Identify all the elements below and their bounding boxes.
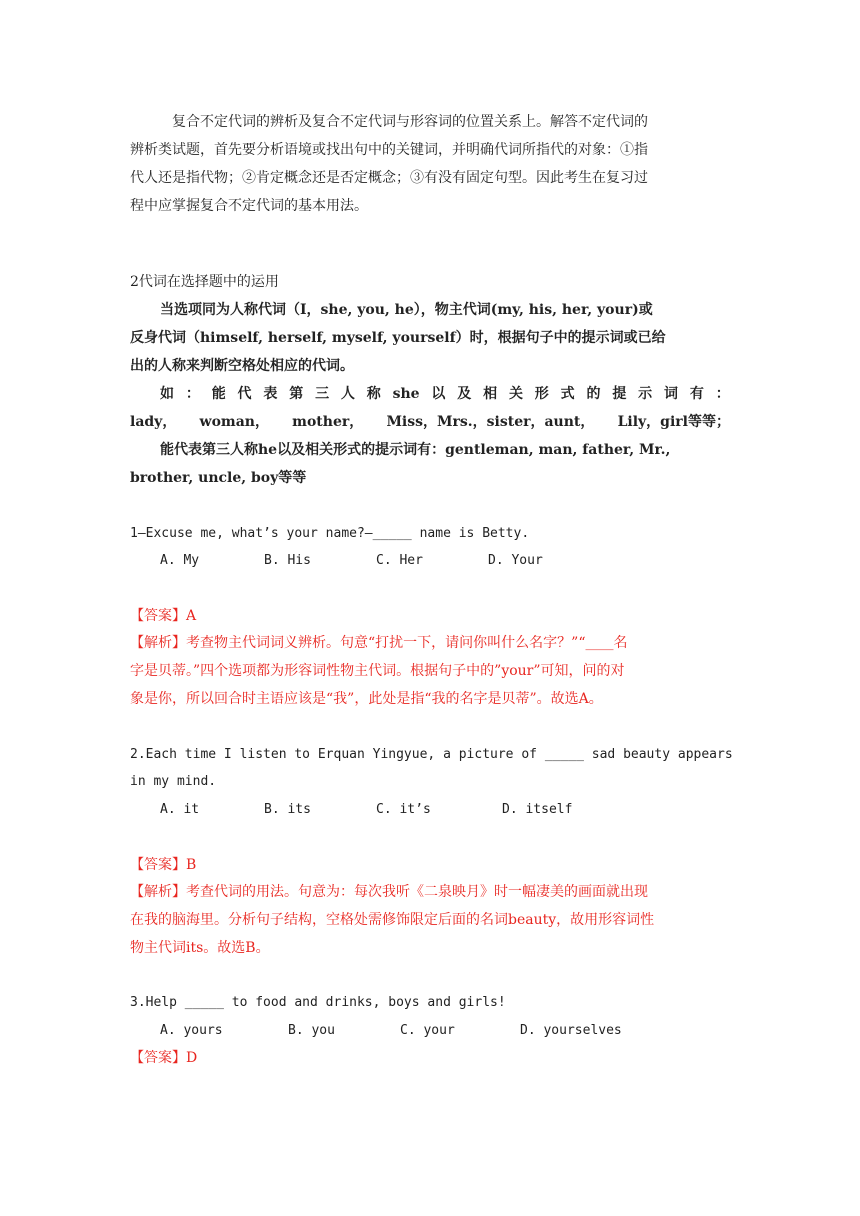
word: Lily，girl等等； — [617, 414, 730, 430]
word: 有 — [689, 386, 704, 402]
word: lady， — [130, 414, 177, 430]
question-1-answer: 【答案】A — [130, 608, 197, 624]
word: 如 — [160, 386, 174, 402]
option-c: C. Her — [376, 553, 423, 568]
option-b: B. its — [264, 802, 311, 817]
intro-line-3: 代人还是指代物；②肯定概念还是否定概念；③有没有固定句型。因此考生在复习过 — [130, 170, 648, 186]
option-a: A. yours — [160, 1023, 223, 1038]
option-d: D. itself — [502, 802, 573, 817]
intro-line-4: 程中应掌握复合不定代词的基本用法。 — [130, 198, 368, 214]
word: 词 — [664, 386, 678, 402]
example-line-3: 能代表第三人称he以及相关形式的提示词有：gentleman, man, father, Mr., — [160, 442, 671, 458]
word: 第 — [289, 386, 304, 402]
question-2-analysis-line: 【解析】考查代词的用法。句意为：每次我听《二泉映月》时一幅凄美的画面就出现 — [130, 884, 648, 900]
option-d: D. Your — [488, 553, 543, 568]
example-line-1 — [160, 384, 730, 404]
example-line-4: brother, uncle, boy等等 — [130, 470, 307, 486]
example-line-2 — [130, 412, 730, 432]
word: Miss，Mrs.，sister，aunt， — [386, 414, 595, 430]
option-a: A. My — [160, 553, 200, 568]
word: 人 — [340, 386, 355, 402]
intro-line-1: 复合不定代词的辨析及复合不定代词与形容词的位置关系上。解答不定代词的 — [172, 114, 648, 130]
option-b: B. you — [288, 1023, 335, 1038]
word: 三 — [315, 386, 330, 402]
question-3-options — [160, 1021, 760, 1041]
word: 称 — [366, 386, 381, 402]
question-3-answer: 【答案】D — [130, 1050, 198, 1066]
question-2-analysis-line: 物主代词its。故选B。 — [130, 940, 270, 956]
option-a: A. it — [160, 802, 200, 817]
question-2-stem-cont: in my mind. — [130, 774, 217, 789]
option-c: C. your — [400, 1023, 455, 1038]
word: 表 — [263, 386, 278, 402]
word: 示 — [638, 386, 653, 402]
intro-line-2: 辨析类试题，首先要分析语境或找出句中的关键词，并明确代词所指代的对象：①指 — [130, 142, 648, 158]
word: she — [392, 386, 420, 402]
word: 以 — [431, 386, 446, 402]
option-b: B. His — [264, 553, 311, 568]
word: mother， — [292, 414, 364, 430]
word: ： — [185, 386, 200, 402]
word: 能 — [211, 386, 226, 402]
word: 式 — [560, 386, 575, 402]
option-d: D. yourselves — [520, 1023, 622, 1038]
rule-line-1: 当选项同为人称代词（I，she, you, he），物主代词(my, his, her, your)或 — [160, 302, 653, 318]
question-2-options — [160, 800, 760, 820]
question-1-analysis-line: 【解析】考查物主代词词义辨析。句意“打扰一下，请问你叫什么名字？”“____名 — [130, 635, 628, 651]
rule-line-2: 反身代词（himself, herself, myself, yourself）时，根据句子中的提示词或已给 — [130, 330, 666, 346]
word: 关 — [508, 386, 523, 402]
word: woman， — [199, 414, 269, 430]
word: 相 — [483, 386, 498, 402]
word: 代 — [237, 386, 252, 402]
question-2-answer: 【答案】B — [130, 857, 197, 873]
word: ： — [715, 386, 730, 402]
question-1-options — [160, 551, 760, 571]
question-3-stem: 3.Help _____ to food and drinks, boys and girls! — [130, 995, 506, 1010]
question-1-stem: 1—Excuse me, what’s your name?—_____ name is Betty. — [130, 526, 530, 541]
word: 形 — [534, 386, 549, 402]
section-heading: 2代词在选择题中的运用 — [130, 274, 279, 290]
word: 及 — [457, 386, 472, 402]
rule-line-3: 出的人称来判断空格处相应的代词。 — [130, 358, 354, 374]
word: 提 — [612, 386, 627, 402]
question-2-stem: 2.Each time I listen to Erquan Yingyue, a picture of _____ sad beauty appears — [130, 747, 733, 762]
question-1-analysis-line: 字是贝蒂。”四个选项都为形容词性物主代词。根据句子中的”your”可知，问的对 — [130, 663, 625, 679]
question-2-analysis-line: 在我的脑海里。分析句子结构，空格处需修饰限定后面的名词beauty，故用形容词性 — [130, 912, 655, 928]
question-1-analysis-line: 象是你，所以回合时主语应该是“我”，此处是指“我的名字是贝蒂”。故选A。 — [130, 691, 603, 707]
word: 的 — [586, 386, 601, 402]
option-c: C. it’s — [376, 802, 431, 817]
